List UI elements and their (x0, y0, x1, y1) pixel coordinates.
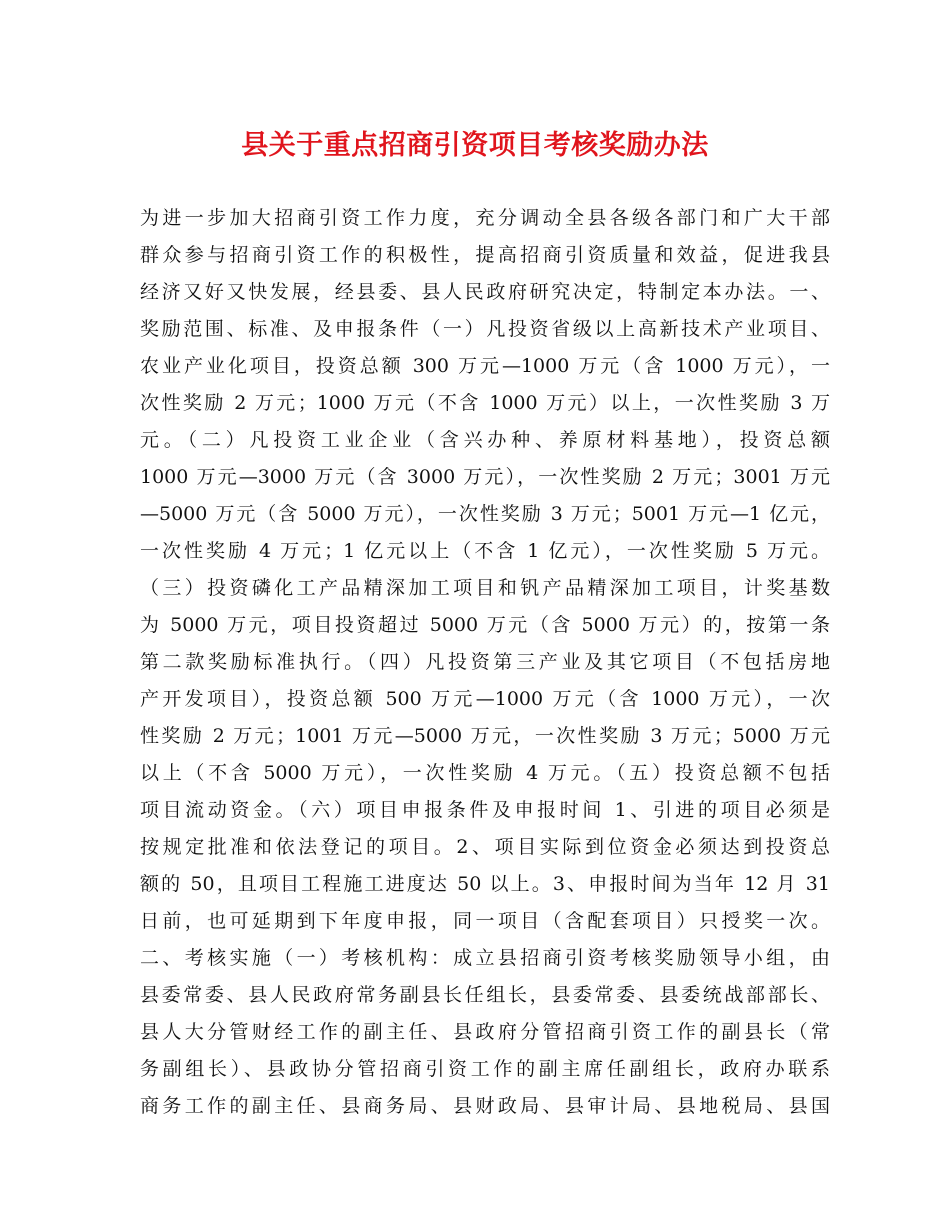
body-line: 日前，也可延期到下年度申报，同一项目（含配套项目）只授奖一次。 (140, 910, 830, 932)
body-line: 项目流动资金。（六）项目申报条件及申报时间 1、引进的项目必须是 (140, 799, 830, 821)
body-line: 群众参与招商引资工作的积极性，提高招商引资质量和效益，促进我县 (140, 244, 830, 266)
body-line: 一次性奖励 4 万元；1 亿元以上（不含 1 亿元），一次性奖励 5 万元。 (140, 540, 830, 562)
body-line: （三）投资磷化工产品精深加工项目和钒产品精深加工项目，计奖基数 (140, 577, 830, 599)
body-line: 奖励范围、标准、及申报条件（一）凡投资省级以上高新技术产业项目、 (140, 318, 830, 340)
document-body (140, 200, 830, 1125)
body-line: 务副组长）、县政协分管招商引资工作的副主席任副组长，政府办联系 (140, 1058, 830, 1080)
body-line: 产开发项目），投资总额 500 万元—1000 万元（含 1000 万元），一次 (140, 688, 830, 710)
body-line: 为 5000 万元，项目投资超过 5000 万元（含 5000 万元）的，按第一条 (140, 614, 830, 636)
document-title: 县关于重点招商引资项目考核奖励办法 (241, 130, 709, 161)
body-line: 经济又好又快发展，经县委、县人民政府研究决定，特制定本办法。一、 (140, 281, 830, 303)
body-line: 以上（不含 5000 万元），一次性奖励 4 万元。（五）投资总额不包括 (140, 762, 830, 784)
body-line: 额的 50，且项目工程施工进度达 50 以上。3、申报时间为当年 12 月 31 (140, 873, 830, 895)
body-line: 农业产业化项目，投资总额 300 万元—1000 万元（含 1000 万元），一 (140, 355, 830, 377)
body-line: 性奖励 2 万元；1001 万元—5000 万元，一次性奖励 3 万元；5000 万元 (140, 725, 830, 747)
body-line: 第二款奖励标准执行。（四）凡投资第三产业及其它项目（不包括房地 (140, 651, 830, 673)
body-line: 1000 万元—3000 万元（含 3000 万元），一次性奖励 2 万元；3001 万元 (140, 466, 830, 488)
body-line: 次性奖励 2 万元；1000 万元（不含 1000 万元）以上，一次性奖励 3 万 (140, 392, 830, 414)
body-line: 县委常委、县人民政府常务副县长任组长，县委常委、县委统战部部长、 (140, 984, 830, 1006)
body-line: 为进一步加大招商引资工作力度，充分调动全县各级各部门和广大干部 (140, 207, 830, 229)
body-line: —5000 万元（含 5000 万元），一次性奖励 3 万元；5001 万元—1 亿元， (140, 503, 830, 525)
body-line: 二、考核实施（一）考核机构：成立县招商引资考核奖励领导小组，由 (140, 947, 830, 969)
body-line: 商务工作的副主任、县商务局、县财政局、县审计局、县地税局、县国 (140, 1095, 830, 1117)
body-line: 按规定批准和依法登记的项目。2、项目实际到位资金必须达到投资总 (140, 836, 830, 858)
body-line: 元。（二）凡投资工业企业（含兴办种、养原材料基地），投资总额 (140, 429, 830, 451)
body-line: 县人大分管财经工作的副主任、县政府分管招商引资工作的副县长（常 (140, 1021, 830, 1043)
